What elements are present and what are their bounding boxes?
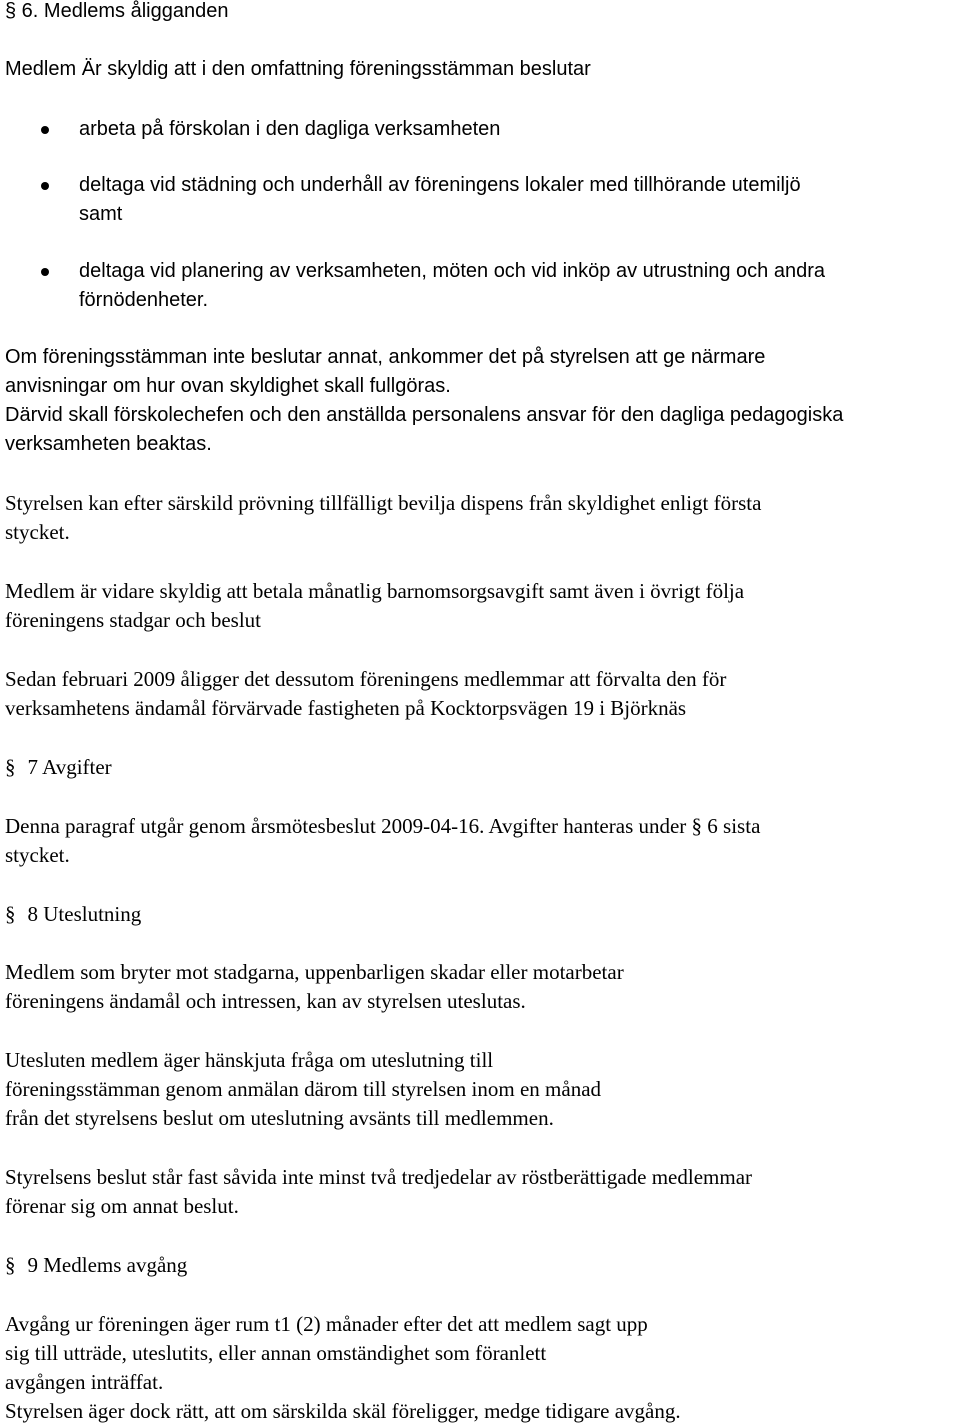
bullet-2-line-1: deltaga vid städning och underhåll av föreningens lokaler med tillhörande utemiljö	[79, 174, 801, 196]
section-9-p1-line-3: avgången inträffat.	[5, 1370, 164, 1394]
bullet-icon	[41, 268, 49, 276]
section-6-p2-line-1: Därvid skall förskolechefen och den anställda personalens ansvar för den dagliga pedagogiska	[5, 404, 844, 426]
section-8-p3-line-1: Styrelsens beslut står fast såvida inte minst två tredjedelar av röstberättigade medlemmar	[5, 1165, 753, 1189]
section-sign: §	[5, 902, 16, 926]
section-sign: §	[5, 1253, 16, 1277]
section-6-p1-line-1: Om föreningsstämman inte beslutar annat, ankommer det på styrelsen att ge närmare	[5, 346, 766, 368]
section-6-p5-line-2: verksamhetens ändamål förvärvade fastigheten på Kocktorpsvägen 19 i Björknäs	[5, 696, 687, 720]
section-6-intro: Medlem Är skyldig att i den omfattning föreningsstämman beslutar	[5, 58, 591, 80]
bullet-icon	[41, 182, 49, 190]
section-8-p2-line-2: föreningsstämman genom anmälan därom till styrelsen inom en månad	[5, 1077, 602, 1101]
section-6-p3-line-2: stycket.	[5, 520, 70, 544]
section-6-p1-line-2: anvisningar om hur ovan skyldighet skall fullgöras.	[5, 375, 451, 397]
section-9-p1-line-4: Styrelsen äger dock rätt, att om särskilda skäl föreligger, medge tidigare avgång.	[5, 1399, 681, 1423]
section-8-p2-line-1: Utesluten medlem äger hänskjuta fråga om uteslutning till	[5, 1048, 494, 1072]
bullet-icon	[41, 126, 49, 134]
section-7-p1-line-1: Denna paragraf utgår genom årsmötesbeslut 2009-04-16. Avgifter hanteras under § 6 sista	[5, 814, 761, 838]
section-7-heading	[5, 753, 112, 782]
bullet-2-line-2: samt	[79, 203, 123, 225]
section-8-p1-line-2: föreningens ändamål och intressen, kan av styrelsen uteslutas.	[5, 989, 526, 1013]
section-6-p3-line-1: Styrelsen kan efter särskild prövning tillfälligt bevilja dispens från skyldighet enligt första	[5, 491, 762, 515]
section-6-p2-line-2: verksamheten beaktas.	[5, 433, 212, 455]
section-6-heading: § 6. Medlems åligganden	[5, 0, 229, 22]
section-6-p4-line-1: Medlem är vidare skyldig att betala månatlig barnomsorgsavgift samt även i övrigt följa	[5, 579, 745, 603]
section-6-p5-line-1: Sedan februari 2009 åligger det dessutom föreningens medlemmar att förvalta den för	[5, 667, 727, 691]
section-7-title: 7 Avgifter	[27, 755, 112, 779]
section-9-title: 9 Medlems avgång	[27, 1253, 188, 1277]
section-8-title: 8 Uteslutning	[27, 902, 142, 926]
section-6-p4-line-2: föreningens stadgar och beslut	[5, 608, 262, 632]
section-8-heading	[5, 900, 141, 929]
bullet-3-line-1: deltaga vid planering av verksamheten, möten och vid inköp av utrustning och andra	[79, 260, 826, 282]
section-9-p1-line-1: Avgång ur föreningen äger rum t1 (2) månader efter det att medlem sagt upp	[5, 1312, 648, 1336]
section-8-p2-line-3: från det styrelsens beslut om uteslutning avsänts till medlemmen.	[5, 1106, 554, 1130]
section-8-p3-line-2: förenar sig om annat beslut.	[5, 1194, 239, 1218]
bullet-1-line-1: arbeta på förskolan i den dagliga verksamheten	[79, 118, 501, 140]
section-9-p1-line-2: sig till utträde, uteslutits, eller annan omständighet som föranlett	[5, 1341, 547, 1365]
section-8-p1-line-1: Medlem som bryter mot stadgarna, uppenbarligen skadar eller motarbetar	[5, 960, 624, 984]
section-9-heading	[5, 1251, 187, 1280]
bullet-3-line-2: förnödenheter.	[79, 289, 208, 311]
section-7-p1-line-2: stycket.	[5, 843, 70, 867]
section-sign: §	[5, 755, 16, 779]
